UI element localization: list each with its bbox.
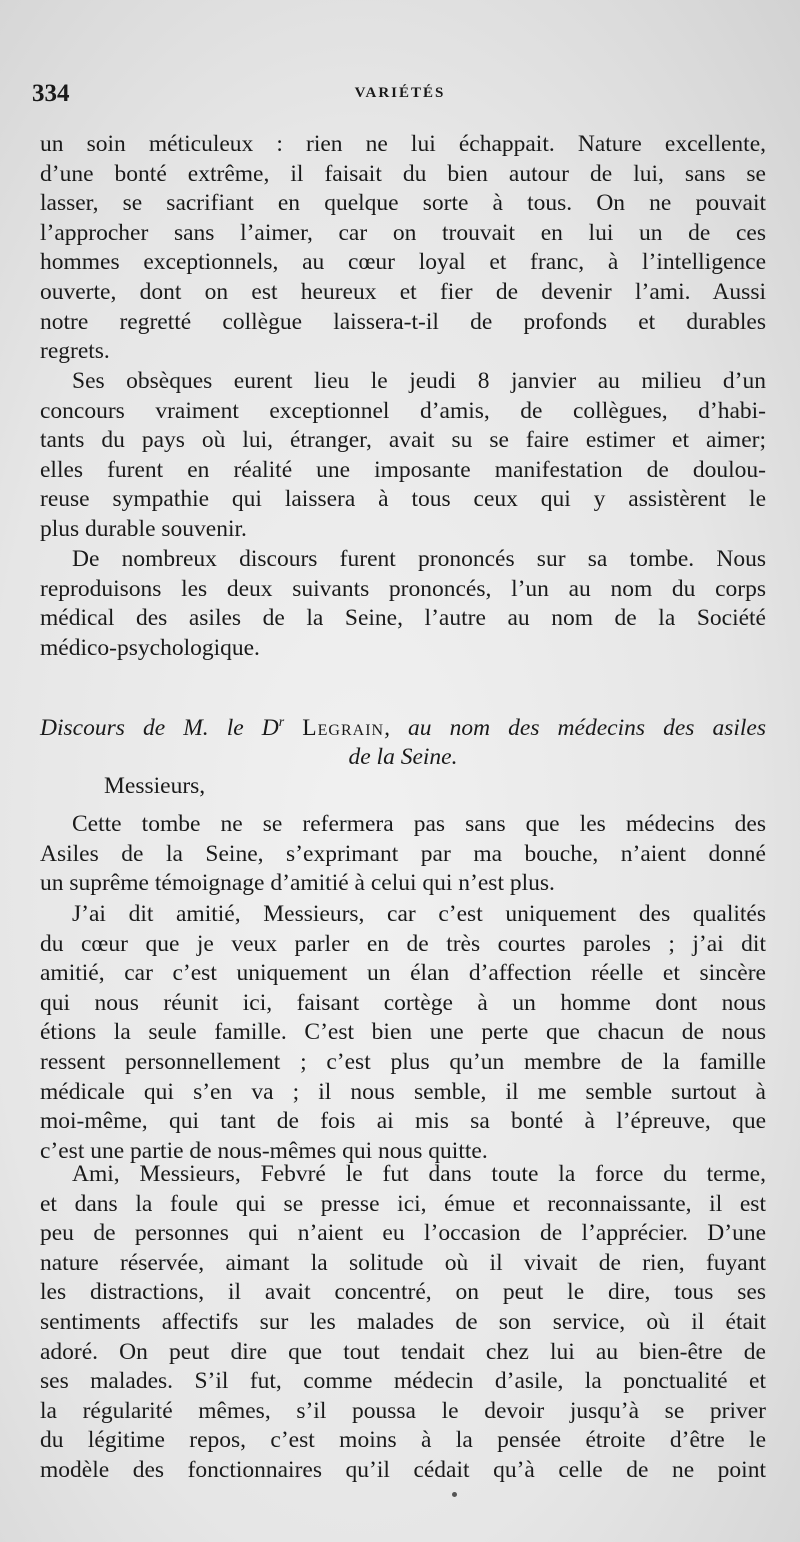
text-line: lasser, se sacrifiant en quelque sorte à tous. On ne pouvait <box>40 190 766 217</box>
paragraph-1 <box>40 130 766 367</box>
text-line: un suprême témoignage d’amitié à celui qui n’est plus. <box>40 870 555 897</box>
running-head <box>32 80 768 120</box>
text-line: et dans la foule qui se presse ici, émue et reconnaissante, il est <box>40 1190 766 1217</box>
text-line: du légitime repos, c’est moins à la pensée étroite d’être le <box>40 1427 766 1454</box>
section-heading <box>40 708 766 772</box>
text-line: De nombreux discours furent prononcés sur sa tombe. Nous <box>72 546 766 572</box>
text-line: la régularité mêmes, s’il poussa le devoir jusqu’à se priver <box>40 1397 766 1424</box>
text-line: J’ai dit amitié, Messieurs, car c’est uniquement des qualités <box>72 901 766 927</box>
salutation: Messieurs, <box>104 773 206 799</box>
paragraph-4 <box>40 810 766 899</box>
heading-superscript: r <box>278 715 285 730</box>
text-line: adoré. On peut dire que tout tendait chez lui au bien-être de <box>40 1338 766 1365</box>
paragraph-5 <box>40 900 766 1166</box>
text-line: sentiments affectifs sur les malades de son service, où il était <box>40 1308 766 1335</box>
text-line: hommes exceptionnels, au cœur loyal et franc, à l’intelligence <box>40 249 766 276</box>
text-line: regrets. <box>40 338 110 365</box>
text-line: amitié, car c’est uniquement un élan d’affection réelle et sincère <box>40 960 766 987</box>
paragraph-6 <box>40 1160 766 1486</box>
text-line: Asiles de la Seine, s’exprimant par ma bouche, n’aient donné <box>40 840 766 867</box>
text-line: ouverte, dont on est heureux et fier de devenir l’ami. Aussi <box>40 278 766 305</box>
text-line: Cette tombe ne se refermera pas sans que les médecins des <box>72 811 766 837</box>
text-line: médicale qui s’en va ; il nous semble, il me semble surtout à <box>40 1078 766 1105</box>
page-number: 334 <box>32 80 70 107</box>
text-line: Ses obsèques eurent lieu le jeudi 8 janvier au milieu d’un <box>72 368 766 394</box>
text-line: d’une bonté extrême, il faisait du bien autour de lui, sans se <box>40 160 766 187</box>
text-line: l’approcher sans l’aimer, car on trouvait en lui un de ces <box>40 219 766 246</box>
text-line: tants du pays où lui, étranger, avait su se faire estimer et aimer; <box>40 427 766 454</box>
text-line: moi-même, qui tant de fois ai mis sa bonté à l’épreuve, que <box>40 1108 766 1135</box>
heading-line: de la Seine. <box>348 743 458 770</box>
text-line: du cœur que je veux parler en de très courtes paroles ; j’ai dit <box>40 930 766 957</box>
heading-prefix: Discours de M. le D <box>40 714 279 741</box>
text-line: ses malades. S’il fut, comme médecin d’asile, la ponctualité et <box>40 1368 766 1395</box>
text-line: médico-psychologique. <box>40 634 260 661</box>
text-line: médical des asiles de la Seine, l’autre au nom de la Société <box>40 605 766 632</box>
text-line: reproduisons les deux suivants prononcés, l’un au nom du corps <box>40 575 766 602</box>
text-line: modèle des fonctionnaires qu’il cédait qu’à celle de ne point <box>40 1456 766 1483</box>
text-line: un soin méticuleux : rien ne lui échappait. Nature excellente, <box>40 131 766 157</box>
text-line: étions la seule famille. C’est bien une perte que chacun de nous <box>40 1019 766 1046</box>
text-line: nature réservée, aimant la solitude où il vivait de rien, fuyant <box>40 1249 766 1276</box>
ink-speck <box>452 1492 457 1497</box>
text-line: plus durable souvenir. <box>40 515 247 542</box>
text-line: les distractions, il avait concentré, on peut le dire, tous ses <box>40 1279 766 1306</box>
heading-line <box>40 708 766 743</box>
paragraph-2 <box>40 367 766 545</box>
heading-suffix: , au nom des médecins des asiles <box>384 714 767 741</box>
text-line: qui nous réunit ici, faisant cortège à un homme dont nous <box>40 989 766 1016</box>
speaker-name: Legrain <box>302 714 385 741</box>
text-line: peu de personnes qui n’aient eu l’occasion de l’apprécier. D’une <box>40 1220 766 1247</box>
paragraph-3 <box>40 545 766 663</box>
text-line: ressent personnellement ; c’est plus qu’un membre de la famille <box>40 1048 766 1075</box>
text-line: reuse sympathie qui laissera à tous ceux qui y assistèrent le <box>40 486 766 513</box>
text-line: notre regretté collègue laissera-t-il de profonds et durables <box>40 308 766 335</box>
text-line: Ami, Messieurs, Febvré le fut dans toute la force du terme, <box>72 1161 766 1187</box>
text-line: c’est une partie de nous-mêmes qui nous quitte. <box>40 1137 488 1164</box>
running-title: VARIÉTÉS <box>354 85 446 101</box>
text-line: elles furent en réalité une imposante manifestation de doulou- <box>40 456 766 483</box>
text-line: concours vraiment exceptionnel d’amis, de collègues, d’habi- <box>40 397 766 424</box>
